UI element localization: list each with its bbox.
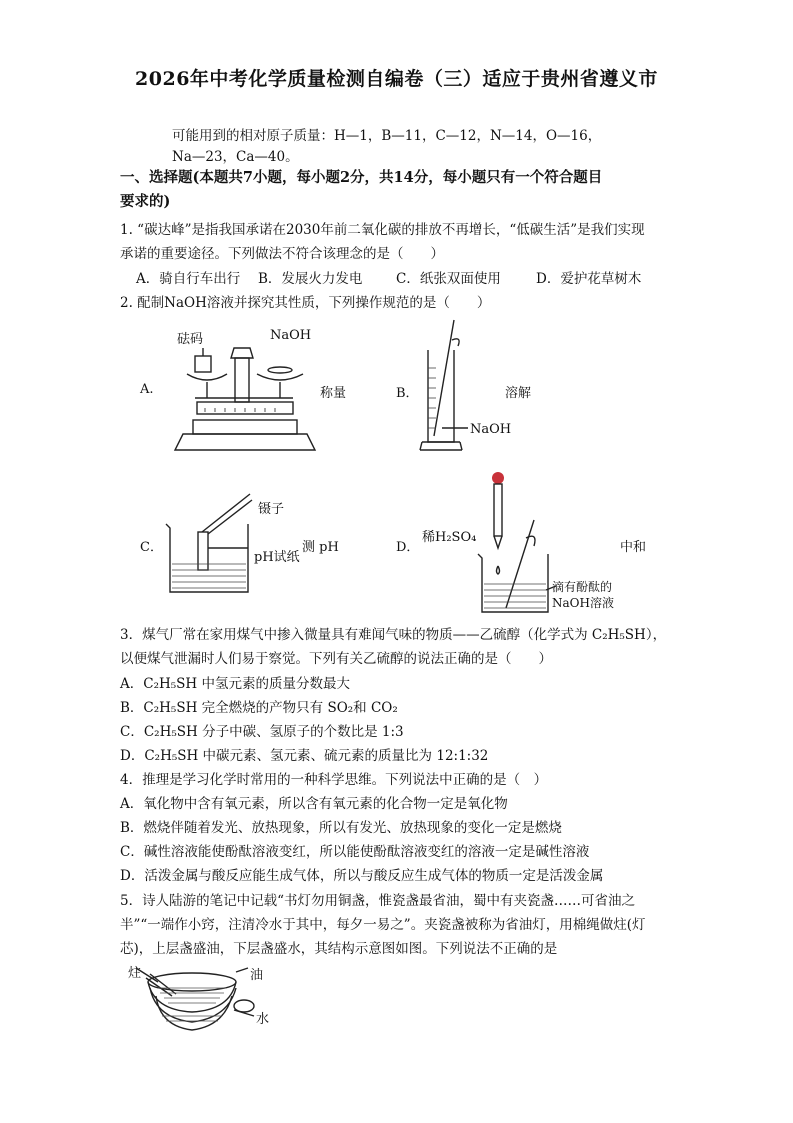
q3-stem-line-2: 以便煤气泄漏时人们易于察觉。下列有关乙硫醇的说法正确的是（ ）: [120, 651, 552, 667]
q2-d-acid-label: 稀H₂SO₄: [422, 530, 477, 545]
q1-option-d: D．爱护花草树木: [536, 271, 642, 287]
atomic-masses-line-1: 可能用到的相对原子质量：H—1，B—11，C—12，N—14，O—16，: [172, 128, 602, 144]
dropper-bulb: [492, 472, 504, 484]
beaker-ph-paper-diagram: [162, 488, 272, 598]
q2-a-weight-label: 砝码: [177, 332, 204, 347]
q4-option-a: A．氧化物中含有氧元素，所以含有氧元素的化合物一定是氧化物: [120, 796, 508, 812]
q3-option-a: A．C₂H₅SH 中氢元素的质量分数最大: [120, 676, 350, 692]
balance-scale-diagram: [165, 338, 325, 458]
section-heading-line-2: 要求的): [120, 193, 171, 210]
graduated-cylinder-diagram: [418, 318, 478, 458]
oil-lamp-diagram: [142, 966, 262, 1036]
section-heading-line-1: 一、选择题(本题共7小题，每小题2分，共14分，每小题只有一个符合题目: [120, 169, 603, 186]
q1-stem-line-1: 1. “碳达峰”是指我国承诺在2030年前二氧化碳的排放不再增长，“低碳生活”是我们实现: [120, 222, 645, 238]
neutralization-diagram: [472, 466, 592, 616]
q4-option-d: D．活泼金属与酸反应能生成气体，所以与酸反应生成气体的物质一定是活泼金属: [120, 868, 604, 884]
q4-option-c: C．碱性溶液能使酚酞溶液变红，所以能使酚酞溶液变红的溶液一定是碱性溶液: [120, 844, 590, 860]
page-title: 2026年中考化学质量检测自编卷（三）适应于贵州省遵义市: [135, 68, 658, 90]
q5-stem-line-2: 半”“一端作小窍，注清冷水于其中，每夕一易之”。夹瓷盏被称为省油灯，用棉绳做炷(灯: [120, 917, 646, 933]
q5-stem-line-1: 5．诗人陆游的笔记中记载“书灯勿用铜盏，惟瓷盏最省油，蜀中有夹瓷盏……可省油之: [120, 893, 635, 909]
q1-option-b: B．发展火力发电: [258, 271, 363, 287]
q4-option-b: B．燃烧伴随着发光、放热现象，所以有发光、放热现象的变化一定是燃烧: [120, 820, 562, 836]
q5-stem-line-3: 芯)，上层盏盛油，下层盏盛水，其结构示意图如图。下列说法不正确的是: [120, 941, 558, 957]
q4-stem: 4．推理是学习化学时常用的一种科学思维。下列说法中正确的是（ ）: [120, 772, 548, 788]
oil-lamp-wick-label: 炷: [128, 966, 142, 981]
q2-d-solution-label-2: NaOH溶液: [552, 596, 614, 610]
q2-d-solution-label-1: 滴有酚酞的: [552, 580, 613, 594]
q2-b-naoh-label: NaOH: [470, 422, 512, 437]
q1-option-c: C．纸张双面使用: [396, 271, 501, 287]
q2-b-caption: 溶解: [505, 386, 532, 401]
q2-a-naoh-label: NaOH: [270, 328, 312, 343]
q2-stem: 2. 配制NaOH溶液并探究其性质，下列操作规范的是（ ）: [120, 295, 491, 311]
q3-stem-line-1: 3．煤气厂常在家用煤气中掺入微量具有难闻气味的物质——乙硫醇（化学式为 C₂H₅SH），: [120, 627, 667, 643]
q2-c-tweezers-label: 镊子: [258, 502, 285, 517]
q2-b-letter: B．: [396, 386, 419, 401]
q3-option-c: C．C₂H₅SH 分子中碳、氢原子的个数比是 1:3: [120, 724, 404, 740]
q2-c-paper-label: pH试纸: [254, 550, 300, 565]
q1-stem-line-2: 承诺的重要途径。下列做法不符合该理念的是（ ）: [120, 246, 444, 262]
q2-a-caption: 称量: [320, 386, 347, 401]
q2-d-letter: D．: [396, 540, 420, 555]
q2-d-caption: 中和: [620, 540, 647, 555]
q3-option-b: B．C₂H₅SH 完全燃烧的产物只有 SO₂和 CO₂: [120, 700, 398, 716]
oil-lamp-water-label: 水: [256, 1012, 270, 1027]
q2-c-caption: 测 pH: [302, 540, 339, 555]
q2-a-letter: A.: [140, 382, 154, 397]
oil-lamp-oil-label: 油: [250, 968, 264, 983]
q1-option-a: A．骑自行车出行: [136, 271, 241, 287]
q2-c-letter: C．: [140, 540, 163, 555]
atomic-masses-line-2: Na—23，Ca—40。: [172, 149, 299, 165]
q3-option-d: D．C₂H₅SH 中碳元素、氢元素、硫元素的质量比为 12:1:32: [120, 748, 489, 764]
